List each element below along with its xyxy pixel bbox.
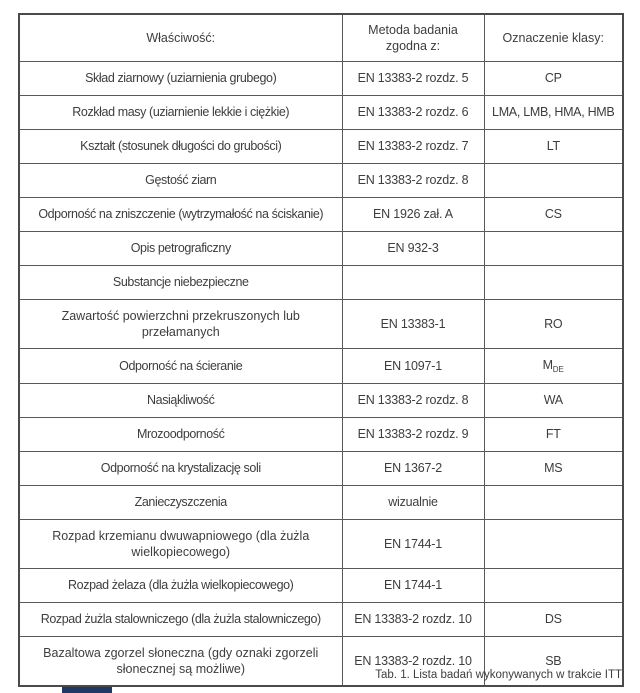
class-cell	[484, 485, 623, 519]
method-cell: EN 13383-2 rozdz. 5	[342, 61, 484, 95]
method-cell: EN 932-3	[342, 231, 484, 265]
method-cell: EN 13383-2 rozdz. 10	[342, 636, 484, 686]
table-row	[19, 348, 623, 383]
class-cell: $M_{DE}$	[484, 348, 623, 383]
class-cell	[484, 568, 623, 602]
method-cell: EN 13383-1	[342, 299, 484, 348]
property-cell: Zawartość powierzchni przekruszonych lub przełamanych	[19, 299, 342, 348]
method-cell: wizualnie	[342, 485, 484, 519]
table-row	[19, 602, 623, 636]
table-caption: Tab. 1. Lista badań wykonywanych w trakcie ITT	[375, 669, 622, 681]
table-row	[19, 163, 623, 197]
table-row	[19, 197, 623, 231]
class-cell	[484, 163, 623, 197]
class-cell: LMA, LMB, HMA, HMB	[484, 95, 623, 129]
cut-off-ui-fragment	[62, 687, 112, 693]
method-cell: EN 13383-2 rozdz. 8	[342, 163, 484, 197]
method-cell	[342, 265, 484, 299]
class-cell: CS	[484, 197, 623, 231]
method-cell: EN 13383-2 rozdz. 9	[342, 417, 484, 451]
property-cell: Odporność na zniszczenie (wytrzymałość na ściskanie)	[19, 197, 342, 231]
property-cell: Mrozoodporność	[19, 417, 342, 451]
property-cell: Opis petrograficzny	[19, 231, 342, 265]
property-cell: Rozpad żelaza (dla żużla wielkopiecowego)	[19, 568, 342, 602]
property-cell: Bazaltowa zgorzel słoneczna (gdy oznaki zgorzeli słonecznej są możliwe)	[19, 636, 342, 686]
table-body	[19, 61, 623, 686]
method-cell: EN 1367-2	[342, 451, 484, 485]
header-class: Oznaczenie klasy:	[484, 14, 623, 61]
method-cell: EN 13383-2 rozdz. 8	[342, 383, 484, 417]
property-cell: Rozpad krzemianu dwuwapniowego (dla żużla wielkopiecowego)	[19, 519, 342, 568]
table-row	[19, 129, 623, 163]
table-row	[19, 299, 623, 348]
header-method: Metoda badania zgodna z:	[342, 14, 484, 61]
class-cell: MS	[484, 451, 623, 485]
property-cell: Odporność na krystalizację soli	[19, 451, 342, 485]
table-row	[19, 568, 623, 602]
table-row	[19, 417, 623, 451]
property-cell: Odporność na ścieranie	[19, 348, 342, 383]
class-cell: FT	[484, 417, 623, 451]
method-cell: EN 1744-1	[342, 519, 484, 568]
table-row	[19, 519, 623, 568]
table-row	[19, 231, 623, 265]
itt-tests-table	[18, 13, 624, 687]
table-row	[19, 451, 623, 485]
property-cell: Nasiąkliwość	[19, 383, 342, 417]
table-row	[19, 95, 623, 129]
method-cell: EN 13383-2 rozdz. 10	[342, 602, 484, 636]
property-cell: Rozpad żużla stalowniczego (dla żużla stalowniczego)	[19, 602, 342, 636]
table-row	[19, 383, 623, 417]
class-cell: RO	[484, 299, 623, 348]
table-header-row	[19, 14, 623, 61]
property-cell: Gęstość ziarn	[19, 163, 342, 197]
table-row	[19, 485, 623, 519]
method-cell: EN 1097-1	[342, 348, 484, 383]
class-cell	[484, 519, 623, 568]
table-row	[19, 61, 623, 95]
property-cell: Substancje niebezpieczne	[19, 265, 342, 299]
method-cell: EN 1744-1	[342, 568, 484, 602]
class-cell	[484, 231, 623, 265]
class-cell: CP	[484, 61, 623, 95]
class-cell: LT	[484, 129, 623, 163]
method-cell: EN 13383-2 rozdz. 7	[342, 129, 484, 163]
class-cell: DS	[484, 602, 623, 636]
method-cell: EN 1926 zał. A	[342, 197, 484, 231]
class-cell: WA	[484, 383, 623, 417]
property-cell: Rozkład masy (uziarnienie lekkie i ciężkie)	[19, 95, 342, 129]
property-cell: Kształt (stosunek długości do grubości)	[19, 129, 342, 163]
property-cell: Zanieczyszczenia	[19, 485, 342, 519]
class-cell	[484, 265, 623, 299]
class-subscript: DE	[552, 364, 564, 374]
property-cell: Skład ziarnowy (uziarnienia grubego)	[19, 61, 342, 95]
header-property: Właściwość:	[19, 14, 342, 61]
class-cell: SB	[484, 636, 623, 686]
table-row	[19, 265, 623, 299]
method-cell: EN 13383-2 rozdz. 6	[342, 95, 484, 129]
